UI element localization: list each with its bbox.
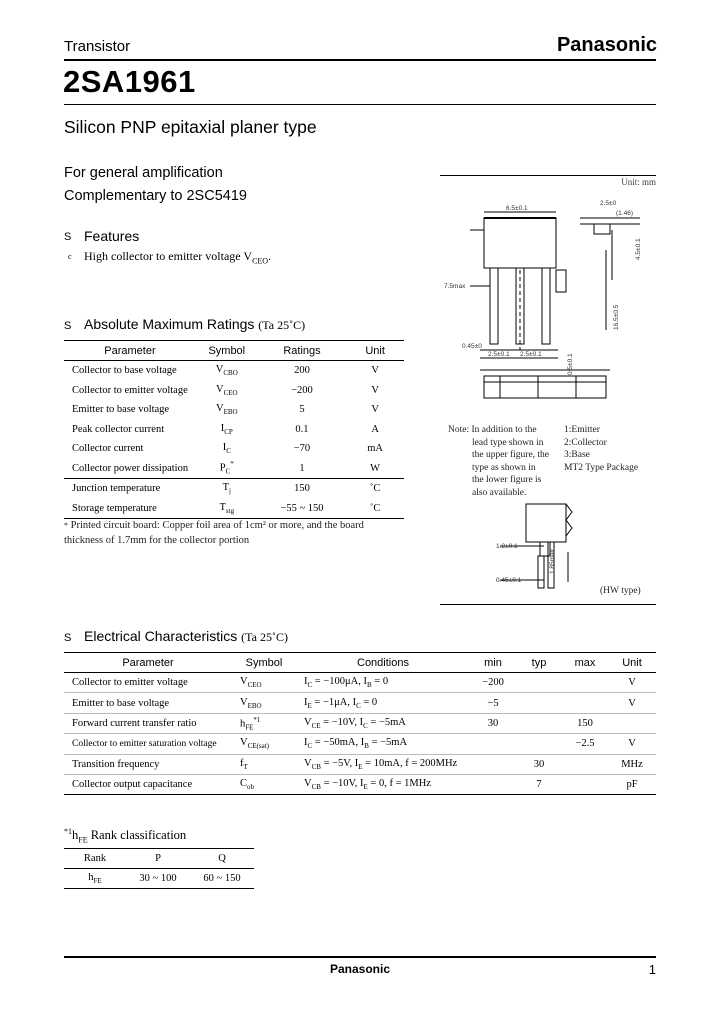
rating-cell: −70 xyxy=(293,443,311,455)
param-cell: Forward current transfer ratio xyxy=(72,717,197,729)
th-parameter: Parameter xyxy=(104,344,156,357)
rank-header: Rank xyxy=(83,853,107,864)
param-cell: Junction temperature xyxy=(72,483,161,495)
typ-cell xyxy=(516,713,562,733)
symbol-cell: $f_T$ xyxy=(240,757,248,771)
svg-text:2.5±0: 2.5±0 xyxy=(600,200,617,207)
elec-marker: S xyxy=(64,632,72,644)
unit-cell: V xyxy=(628,697,636,709)
svg-text:2.5±0.1: 2.5±0.1 xyxy=(488,351,510,358)
max-cell xyxy=(562,693,608,713)
symbol-cell: $h_{FE}^{*1}$ xyxy=(240,715,261,732)
lead-3 xyxy=(542,268,550,344)
rating-cell: −200 xyxy=(291,384,313,396)
param-cell: Collector to emitter voltage xyxy=(72,384,188,396)
max-cell xyxy=(562,673,608,693)
max-cell xyxy=(562,754,608,774)
th2-parameter: Parameter xyxy=(122,656,174,669)
abs-max-marker: S xyxy=(64,320,72,332)
typ-cell: 7 xyxy=(536,779,542,791)
table-row xyxy=(64,479,404,499)
applications xyxy=(64,162,247,208)
rank-p-header: P xyxy=(155,853,161,864)
unit-cell: A xyxy=(371,423,379,435)
param-cell: Emitter to base voltage xyxy=(72,697,170,709)
svg-text:1.85max: 1.85max xyxy=(549,549,556,574)
package-bottom-rule xyxy=(440,604,656,605)
min-cell: −5 xyxy=(487,697,499,709)
table-row xyxy=(64,499,404,519)
unit-cell: V xyxy=(628,677,636,689)
param-cell: Collector current xyxy=(72,443,144,455)
th2-max: max xyxy=(574,656,596,669)
svg-text:0.45±0: 0.45±0 xyxy=(462,343,482,350)
param-cell: Emitter to base voltage xyxy=(72,404,170,416)
param-cell: Collector to emitter voltage xyxy=(72,677,188,689)
param-cell: Peak collector current xyxy=(72,423,165,435)
unit-cell: MHz xyxy=(621,758,643,770)
svg-text:(1.46): (1.46) xyxy=(616,210,633,217)
th2-symbol: Symbol xyxy=(245,656,283,669)
unit-cell: mA xyxy=(367,443,384,455)
svg-text:4.5±0.1: 4.5±0.1 xyxy=(635,238,642,260)
th2-typ: typ xyxy=(531,656,547,669)
table-row xyxy=(64,673,656,693)
feature-item: High collector to emitter voltage $V_{CEO}$. xyxy=(84,249,272,266)
subtitle: Silicon PNP epitaxial planer type xyxy=(64,117,317,137)
application-2: Complementary to 2SC5419 xyxy=(64,188,247,204)
table-row xyxy=(64,400,404,420)
svg-text:6.5±0.1: 6.5±0.1 xyxy=(506,205,528,212)
condition-cell: $V_{CB} = -10V$, $I_E = 0$, f = 1MHz xyxy=(304,778,431,792)
hw-type-label: (HW type) xyxy=(600,586,641,596)
min-cell xyxy=(470,734,516,754)
symbol-cell: $V_{CEO}$ xyxy=(240,676,262,690)
unit-cell: pF xyxy=(626,779,638,791)
features-marker: S xyxy=(64,231,72,243)
param-cell: Collector power dissipation xyxy=(72,462,189,474)
brand-logo: Panasonic xyxy=(556,34,657,56)
symbol-cell: $T_j$ xyxy=(222,482,231,496)
typ-cell xyxy=(516,734,562,754)
unit-cell: V xyxy=(371,384,379,396)
symbol-cell: $I_{CP}$ xyxy=(220,422,233,436)
rank-title: $^{*1}h_{FE}$ Rank classification xyxy=(64,827,187,845)
unit-cell: V xyxy=(371,404,379,416)
param-cell: Storage temperature xyxy=(72,502,157,514)
table-row xyxy=(64,693,656,713)
symbol-cell: $I_C$ xyxy=(222,442,231,456)
symbol-cell: $C_{ob}$ xyxy=(240,778,255,792)
rank-p-value: 30 ~ 100 xyxy=(139,873,177,884)
table-row xyxy=(64,713,656,733)
features-bullet: c xyxy=(68,252,72,261)
svg-text:0.5±0.1: 0.5±0.1 xyxy=(567,353,574,375)
condition-cell: $I_C = -100\mu A$, $I_B = 0$ xyxy=(304,676,389,690)
svg-text:0.45±0.1: 0.45±0.1 xyxy=(496,577,522,584)
package-body-front xyxy=(484,218,556,268)
rating-cell: 200 xyxy=(294,365,310,377)
abs-max-footnote: * Printed circuit board: Copper foil area of 1cm² or more, and the board thickness of 1.7mm for the collector portion xyxy=(64,520,364,546)
min-cell: −200 xyxy=(482,677,504,689)
condition-cell: $V_{CE} = -10V$, $I_C = -5mA$ xyxy=(304,716,406,731)
rating-cell: −55 ~ 150 xyxy=(280,502,324,514)
typ-cell: 30 xyxy=(533,758,545,770)
svg-text:1.2±0.1: 1.2±0.1 xyxy=(496,543,518,550)
rating-cell: 150 xyxy=(294,483,310,495)
symbol-cell: $T_{stg}$ xyxy=(219,501,235,515)
footer-rule xyxy=(64,956,656,958)
th2-conditions: Conditions xyxy=(357,656,409,669)
package-top-rule xyxy=(440,175,656,176)
elec-table xyxy=(64,652,656,795)
typ-cell xyxy=(516,693,562,713)
max-cell xyxy=(562,774,608,794)
max-cell: 150 xyxy=(577,717,593,729)
rank-table xyxy=(64,848,254,889)
unit-cell: ˚C xyxy=(369,502,381,514)
table-row xyxy=(64,439,404,459)
max-cell: −2.5 xyxy=(575,738,595,750)
unit-cell: W xyxy=(370,462,381,474)
condition-cell: $V_{CB} = -5V$, $I_E = 10mA$, f = 200MHz xyxy=(304,757,458,771)
table-row xyxy=(64,459,404,479)
lead-1 xyxy=(490,268,498,344)
rating-cell: 0.1 xyxy=(295,423,309,435)
condition-cell: $I_E = -1\mu A$, $I_C = 0$ xyxy=(304,696,378,710)
symbol-cell: $V_{EBO}$ xyxy=(215,403,238,417)
package-drawing xyxy=(440,190,656,610)
unit-label: Unit: mm xyxy=(621,177,656,187)
min-cell xyxy=(470,774,516,794)
table-row xyxy=(64,754,656,774)
footer-brand: Panasonic xyxy=(330,962,391,976)
param-cell: Transition frequency xyxy=(72,758,160,770)
rating-cell: 1 xyxy=(299,462,305,474)
symbol-cell: $V_{EBO}$ xyxy=(240,696,262,710)
unit-cell: V xyxy=(371,365,379,377)
condition-cell: $I_C = -50mA$, $I_B = -5mA$ xyxy=(304,737,408,751)
package-note: Note: In addition to the lead type shown in the upper figure, the type as shown in the lower figure is also available. xyxy=(448,425,550,498)
th2-unit: Unit xyxy=(622,656,642,669)
param-cell: Collector to emitter saturation voltage xyxy=(72,738,217,749)
table-row xyxy=(64,774,656,794)
rank-q-value: 60 ~ 150 xyxy=(203,873,241,884)
part-number: 2SA1961 xyxy=(63,64,196,99)
abs-max-title: Absolute Maximum Ratings (Ta 25˚C) xyxy=(84,316,306,332)
min-cell xyxy=(470,754,516,774)
application-1: For general amplification xyxy=(64,165,223,181)
unit-cell xyxy=(608,713,656,733)
unit-cell: V xyxy=(628,738,636,750)
svg-text:2.5±0.1: 2.5±0.1 xyxy=(520,351,542,358)
param-cell: Collector output capacitance xyxy=(72,779,193,791)
table-row xyxy=(64,420,404,440)
typ-cell xyxy=(516,673,562,693)
features-title: Features xyxy=(84,228,140,244)
table-row xyxy=(64,361,404,381)
min-cell: 30 xyxy=(487,717,499,729)
rating-cell: 5 xyxy=(299,404,305,416)
page-number: 1 xyxy=(648,962,656,977)
pin-assignment: 1:Emitter 2:Collector 3:Base MT2 Type Package xyxy=(564,425,639,473)
rank-row-symbol: $h_{FE}$ xyxy=(88,871,102,886)
th2-min: min xyxy=(484,656,502,669)
param-cell: Collector to base voltage xyxy=(72,365,177,377)
th-ratings: Ratings xyxy=(283,344,321,357)
table-row xyxy=(64,734,656,754)
header-rule xyxy=(64,59,656,61)
th-unit: Unit xyxy=(365,344,385,357)
th-symbol: Symbol xyxy=(208,344,246,357)
category-label: Transistor xyxy=(64,38,131,55)
svg-text:7.5max: 7.5max xyxy=(444,283,466,290)
rank-q-header: Q xyxy=(218,853,226,864)
abs-max-table xyxy=(64,340,404,519)
svg-text:16.5±0.5: 16.5±0.5 xyxy=(613,304,620,330)
symbol-cell: $V_{CEO}$ xyxy=(215,383,238,397)
symbol-cell: $V_{CBO}$ xyxy=(215,364,238,378)
table-row xyxy=(64,381,404,401)
title-rule xyxy=(64,104,656,105)
unit-cell: ˚C xyxy=(369,483,381,495)
symbol-cell: $P_C^*$ xyxy=(219,460,234,477)
symbol-cell: $V_{CE(sat)}$ xyxy=(240,737,269,751)
elec-title: Electrical Characteristics (Ta 25˚C) xyxy=(84,628,288,644)
